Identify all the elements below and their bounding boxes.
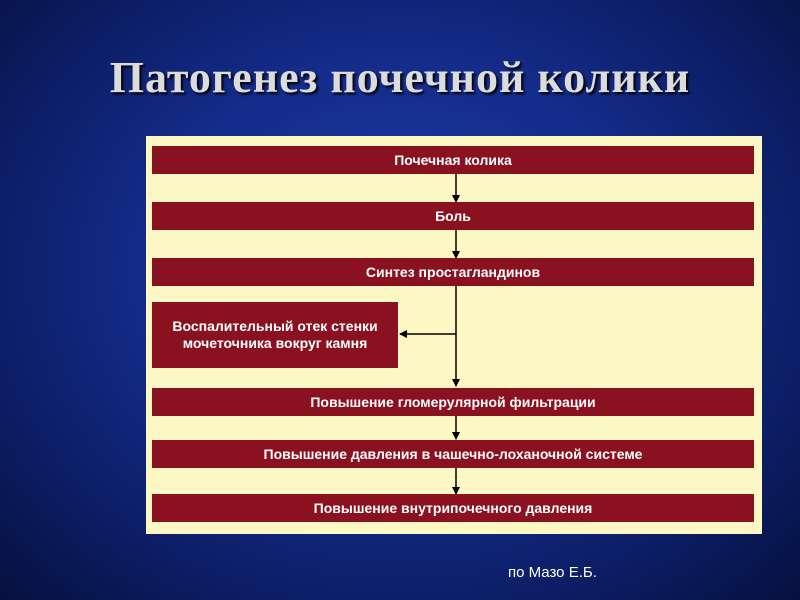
- step-pelvicalyceal-pressure: Повышение давления в чашечно-лоханочной системе: [152, 440, 754, 468]
- step-pain: Боль: [152, 202, 754, 230]
- step-prostaglandin-synthesis: Синтез простагландинов: [152, 258, 754, 286]
- slide-title: Патогенез почечной колики: [109, 53, 691, 102]
- side-inflammatory-edema: Воспалительный отек стенки мочеточника вокруг камня: [152, 302, 398, 368]
- step-glomerular-filtration: Повышение гломерулярной фильтрации: [152, 388, 754, 416]
- step-intrarenal-pressure: Повышение внутрипочечного давления: [152, 494, 754, 522]
- flowchart-panel: [146, 136, 762, 534]
- step-renal-colic: Почечная колика: [152, 146, 754, 174]
- source-credit: по Мазо Е.Б.: [508, 564, 597, 581]
